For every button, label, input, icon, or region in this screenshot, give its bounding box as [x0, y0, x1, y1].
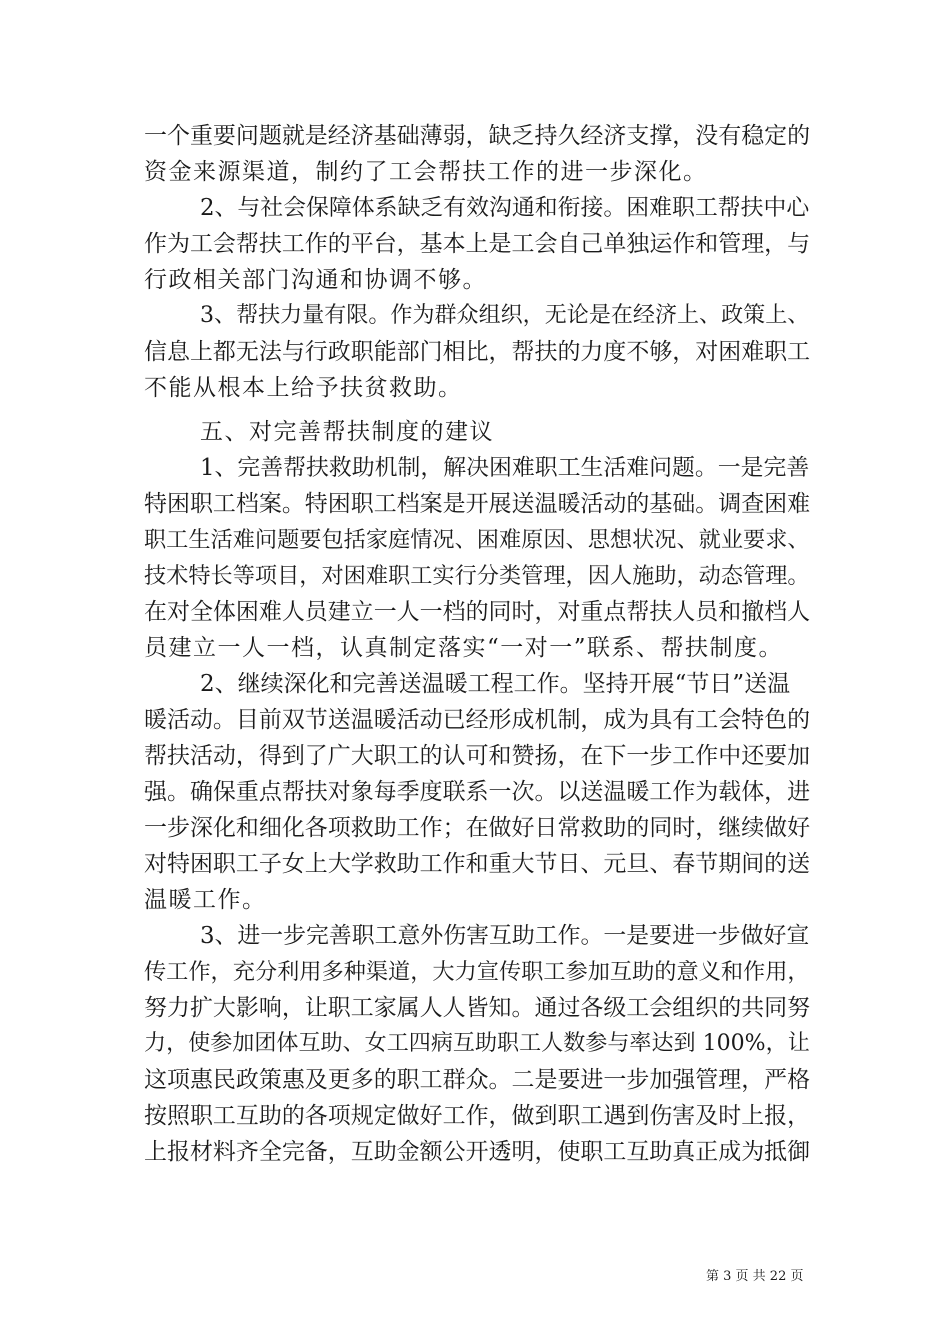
- text-line: 一个重要问题就是经济基础薄弱，缺乏持久经济支撑，没有稳定的: [144, 123, 811, 149]
- text-line: 3、进一步完善职工意外伤害互助工作。一是要进一步做好宣: [200, 923, 810, 949]
- text-line: 这项惠民政策惠及更多的职工群众。二是要进一步加强管理，严格: [144, 1067, 811, 1093]
- text-line: 员建立一人一档，认真制定落实“一对一”联系、帮扶制度。: [144, 635, 784, 661]
- text-line: 不能从根本上给予扶贫救助。: [144, 375, 463, 401]
- text-line: 在对全体困难人员建立一人一档的同时，对重点帮扶人员和撤档人: [144, 599, 811, 625]
- text-line: 传工作，充分利用多种渠道，大力宣传职工参加互助的意义和作用，: [144, 959, 810, 985]
- text-line: 技术特长等项目，对困难职工实行分类管理，因人施助，动态管理。: [144, 563, 810, 589]
- text-line: 资金来源渠道，制约了工会帮扶工作的进一步深化。: [144, 159, 708, 185]
- text-line: 2、与社会保障体系缺乏有效沟通和衔接。困难职工帮扶中心: [200, 195, 810, 221]
- text-line: 特困职工档案。特困职工档案是开展送温暖活动的基础。调查困难: [144, 491, 811, 517]
- text-line: 帮扶活动，得到了广大职工的认可和赞扬，在下一步工作中还要加: [144, 743, 811, 769]
- text-line: 职工生活难问题要包括家庭情况、困难原因、思想状况、就业要求、: [144, 527, 810, 553]
- text-line: 力，使参加团体互助、女工四病互助职工人数参与率达到 100%，让: [144, 1031, 810, 1056]
- text-line: 1、完善帮扶救助机制，解决困难职工生活难问题。一是完善: [200, 455, 810, 481]
- section-heading: 五、对完善帮扶制度的建议: [200, 419, 494, 445]
- text-line: 一步深化和细化各项救助工作；在做好日常救助的同时，继续做好: [144, 815, 811, 841]
- text-line: 作为工会帮扶工作的平台，基本上是工会自己单独运作和管理，与: [144, 231, 811, 257]
- text-line: 暖活动。目前双节送温暖活动已经形成机制，成为具有工会特色的: [144, 707, 811, 733]
- text-line: 3、帮扶力量有限。作为群众组织，无论是在经济上、政策上、: [200, 303, 810, 328]
- text-line: 努力扩大影响，让职工家属人人皆知。通过各级工会组织的共同努: [144, 995, 811, 1021]
- text-line: 强。确保重点帮扶对象每季度联系一次。以送温暖工作为载体，进: [144, 779, 811, 805]
- text-line: 上报材料齐全完备，互助金额公开透明，使职工互助真正成为抵御: [144, 1139, 811, 1165]
- text-line: 2、继续深化和完善送温暖工程工作。坚持开展“节日”送温: [200, 671, 791, 697]
- text-line: 行政相关部门沟通和协调不够。: [144, 267, 487, 293]
- text-line: 温暖工作。: [144, 887, 267, 913]
- text-line: 按照职工互助的各项规定做好工作，做到职工遇到伤害及时上报，: [144, 1103, 811, 1129]
- page-number-footer: 第 3 页 共 22 页: [706, 1269, 804, 1284]
- text-line: 信息上都无法与行政职能部门相比，帮扶的力度不够，对困难职工: [144, 339, 811, 365]
- text-line: 对特困职工子女上大学救助工作和重大节日、元旦、春节期间的送: [144, 851, 811, 877]
